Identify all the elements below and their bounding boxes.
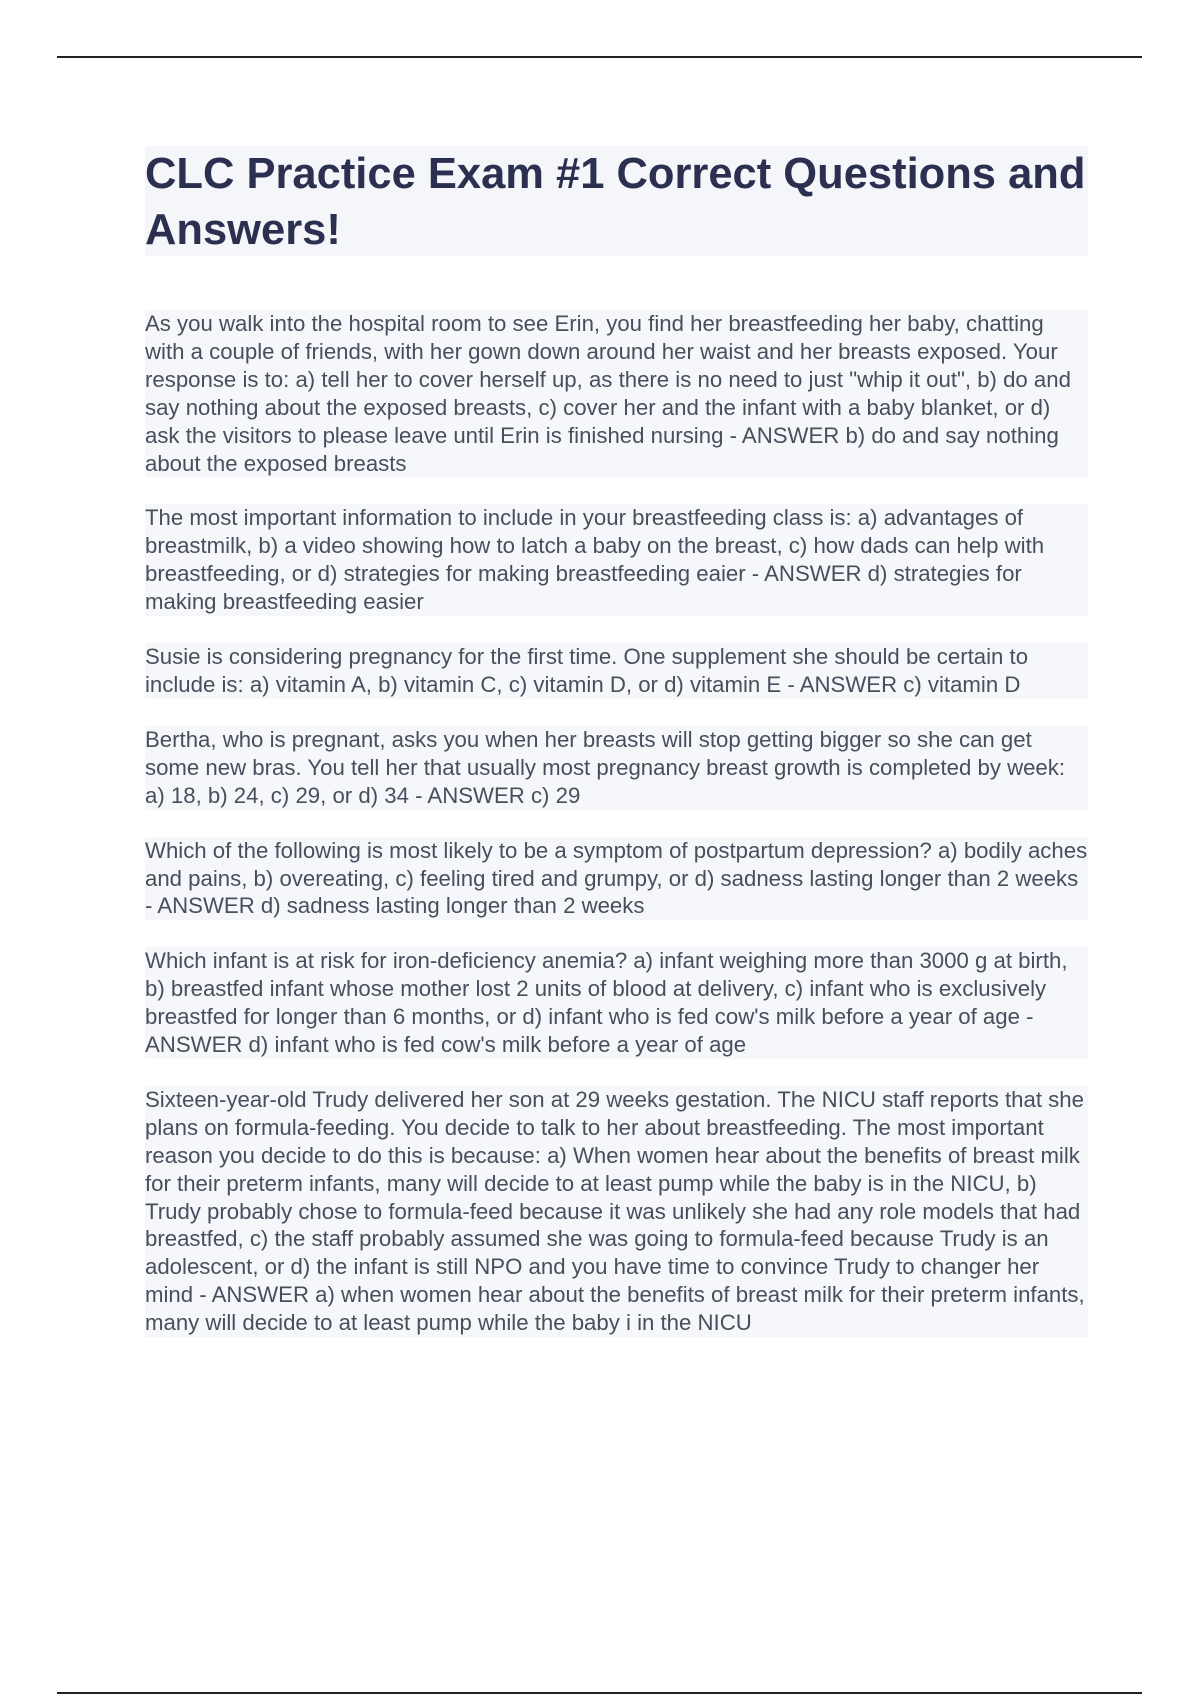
qa-item: Bertha, who is pregnant, asks you when her breasts will stop getting bigger so she can get some new bras. You tell her that usually most pregnancy breast growth is completed by week: a) 18, b) 24, c) 29, or d) 34 - ANSWER c) 29 (145, 726, 1088, 810)
document-body (145, 146, 1088, 1364)
qa-list (145, 310, 1088, 1337)
bottom-divider (57, 1692, 1142, 1694)
qa-item: The most important information to include in your breastfeeding class is: a) advantages of breastmilk, b) a video showing how to latch a baby on the breast, c) how dads can help with breastfeeding, or d) strategies for making breastfeeding eaier - ANSWER d) strategies for making breastfeeding easier (145, 504, 1088, 616)
qa-item: Sixteen-year-old Trudy delivered her son at 29 weeks gestation. The NICU staff reports that she plans on formula-feeding. You decide to talk to her about breastfeeding. The most important reason you decide to do this is because: a) When women hear about the benefits of breast milk for their preterm infants, many will decide to at least pump while the baby is in the NICU, b) Trudy probably chose to formula-feed because it was unlikely she had any role models that had breastfed, c) the staff probably assumed she was going to formula-feed because Trudy is an adolescent, or d) the infant is still NPO and you have time to convince Trudy to changer her mind - ANSWER a) when women hear about the benefits of breast milk for their preterm infants, many will decide to at least pump while the baby i in the NICU (145, 1086, 1088, 1337)
qa-item: Which infant is at risk for iron-deficiency anemia? a) infant weighing more than 3000 g at birth, b) breastfed infant whose mother lost 2 units of blood at delivery, c) infant who is exclusively breastfed for longer than 6 months, or d) infant who is fed cow's milk before a year of age - ANSWER d) infant who is fed cow's milk before a year of age (145, 947, 1088, 1059)
qa-item: Which of the following is most likely to be a symptom of postpartum depression? a) bodily aches and pains, b) overeating, c) feeling tired and grumpy, or d) sadness lasting longer than 2 weeks - ANSWER d) sadness lasting longer than 2 weeks (145, 837, 1088, 919)
qa-item: Susie is considering pregnancy for the first time. One supplement she should be certain to include is: a) vitamin A, b) vitamin C, c) vitamin D, or d) vitamin E - ANSWER c) vitamin D (145, 643, 1088, 699)
top-divider (57, 56, 1142, 58)
document-title: CLC Practice Exam #1 Correct Questions and Answers! (145, 150, 1086, 254)
title-block (145, 146, 1088, 256)
qa-item: As you walk into the hospital room to see Erin, you find her breastfeeding her baby, chatting with a couple of friends, with her gown down around her waist and her breasts exposed. Your response is to: a) tell her to cover herself up, as there is no need to just "whip it out", b) do and say nothing about the exposed breasts, c) cover her and the infant with a baby blanket, or d) ask the visitors to please leave until Erin is finished nursing - ANSWER b) do and say nothing about the exposed breasts (145, 310, 1088, 477)
